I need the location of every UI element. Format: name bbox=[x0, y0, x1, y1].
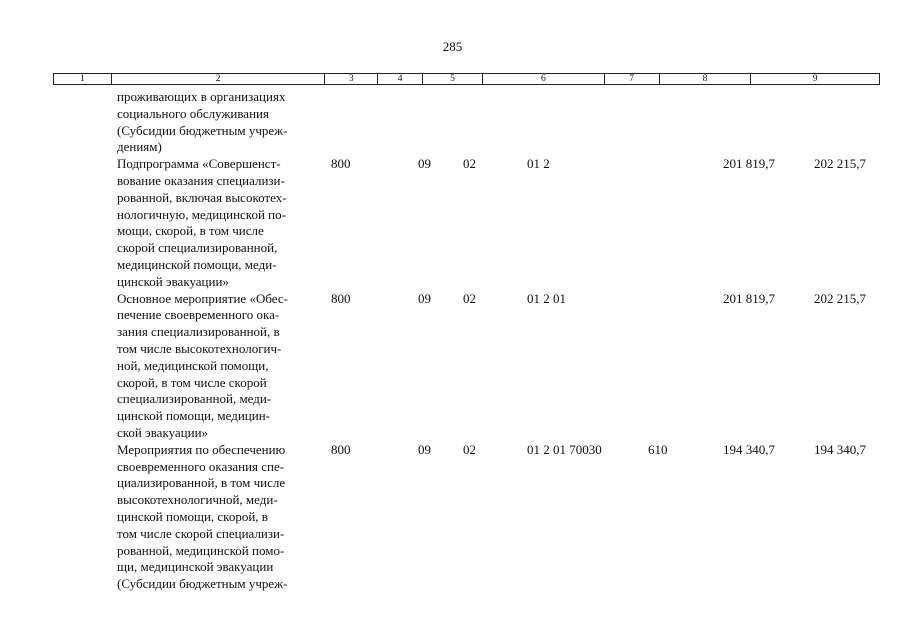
cell-col-9: 202 215,7 bbox=[814, 290, 866, 306]
page-number: 285 bbox=[442, 39, 463, 54]
row-name-line: зания специализированной, в bbox=[117, 324, 280, 340]
row-name-line: ной, медицинской помощи, bbox=[117, 357, 269, 373]
cell-col-6: 01 2 bbox=[527, 156, 550, 172]
row-name-line: специализированной, меди- bbox=[117, 391, 272, 407]
table-row bbox=[0, 156, 905, 290]
row-name-line: циализированной, в том числе bbox=[117, 475, 286, 491]
table-row bbox=[0, 291, 905, 442]
column-header-9: 9 bbox=[812, 74, 818, 84]
table-body bbox=[0, 89, 905, 593]
row-name-line: медицинской помощи, меди- bbox=[117, 256, 277, 272]
column-header-2: 2 bbox=[112, 74, 325, 84]
column-header-1: 1 bbox=[54, 74, 112, 84]
column-header-5: 5 bbox=[423, 74, 483, 84]
column-header-7: 7 bbox=[605, 74, 660, 84]
table-header-row bbox=[53, 73, 880, 85]
row-name bbox=[117, 291, 322, 442]
column-header-8: 8 bbox=[660, 74, 752, 84]
cell-col-8: 194 340,7 bbox=[723, 441, 775, 457]
cell-col-6: 01 2 01 70030 bbox=[527, 441, 602, 457]
row-name-line: рованной, включая высокотех- bbox=[117, 189, 287, 205]
row-name-line: Основное мероприятие «Обес- bbox=[117, 290, 288, 306]
cell-col-8: 201 819,7 bbox=[723, 156, 775, 172]
row-name-line: цинской эвакуации» bbox=[117, 273, 229, 289]
row-name-line: вование оказания специализи- bbox=[117, 172, 285, 188]
cell-col-3: 800 bbox=[331, 156, 351, 172]
column-header-3: 3 bbox=[325, 74, 378, 84]
row-name-line: (Субсидии бюджетным учреж- bbox=[117, 122, 288, 138]
table-row bbox=[0, 442, 905, 593]
cell-col-8: 201 819,7 bbox=[723, 290, 775, 306]
row-name-line: проживающих в организациях bbox=[117, 89, 286, 104]
cell-col-9: 194 340,7 bbox=[814, 441, 866, 457]
row-name bbox=[117, 89, 322, 156]
cell-col-5: 02 bbox=[463, 441, 476, 457]
row-name bbox=[117, 156, 322, 290]
row-name-line: том числе высокотехнологич- bbox=[117, 340, 282, 356]
table-row bbox=[0, 89, 905, 156]
row-name-line: высокотехнологичной, меди- bbox=[117, 492, 278, 508]
row-name-line: скорой, в том числе скорой bbox=[117, 374, 267, 390]
row-name-line: ской эвакуации» bbox=[117, 424, 209, 440]
row-name-line: (Субсидии бюджетным учреж- bbox=[117, 576, 288, 592]
cell-col-5: 02 bbox=[463, 290, 476, 306]
row-name-line: нологичную, медицинской по- bbox=[117, 206, 286, 222]
row-name-line: рованной, медицинской помо- bbox=[117, 542, 285, 558]
row-name-line: Мероприятия по обеспечению bbox=[117, 441, 286, 457]
row-name-line: щи, медицинской эвакуации bbox=[117, 559, 274, 575]
row-name-line: скорой специализированной, bbox=[117, 240, 278, 256]
column-header-6: 6 bbox=[483, 74, 605, 84]
row-name-line: цинской помощи, медицин- bbox=[117, 408, 271, 424]
cell-col-7: 610 bbox=[648, 441, 668, 457]
row-name-line: дениям) bbox=[117, 139, 162, 155]
cell-col-9: 202 215,7 bbox=[814, 156, 866, 172]
row-name-line: мощи, скорой, в том числе bbox=[117, 223, 264, 239]
cell-col-5: 02 bbox=[463, 156, 476, 172]
cell-col-4: 09 bbox=[418, 441, 431, 457]
cell-col-6: 01 2 01 bbox=[527, 290, 566, 306]
row-name-line: том числе скорой специализи- bbox=[117, 525, 285, 541]
cell-col-3: 800 bbox=[331, 441, 351, 457]
cell-col-4: 09 bbox=[418, 156, 431, 172]
row-name-line: цинской помощи, скорой, в bbox=[117, 508, 268, 524]
row-name-line: Подпрограмма «Совершенст- bbox=[117, 156, 281, 172]
row-name-line: социального обслуживания bbox=[117, 105, 269, 121]
row-name-line: печение своевременного ока- bbox=[117, 307, 280, 323]
cell-col-3: 800 bbox=[331, 290, 351, 306]
row-name-line: своевременного оказания спе- bbox=[117, 458, 285, 474]
row-name bbox=[117, 442, 322, 593]
cell-col-4: 09 bbox=[418, 290, 431, 306]
column-header-4: 4 bbox=[378, 74, 423, 84]
